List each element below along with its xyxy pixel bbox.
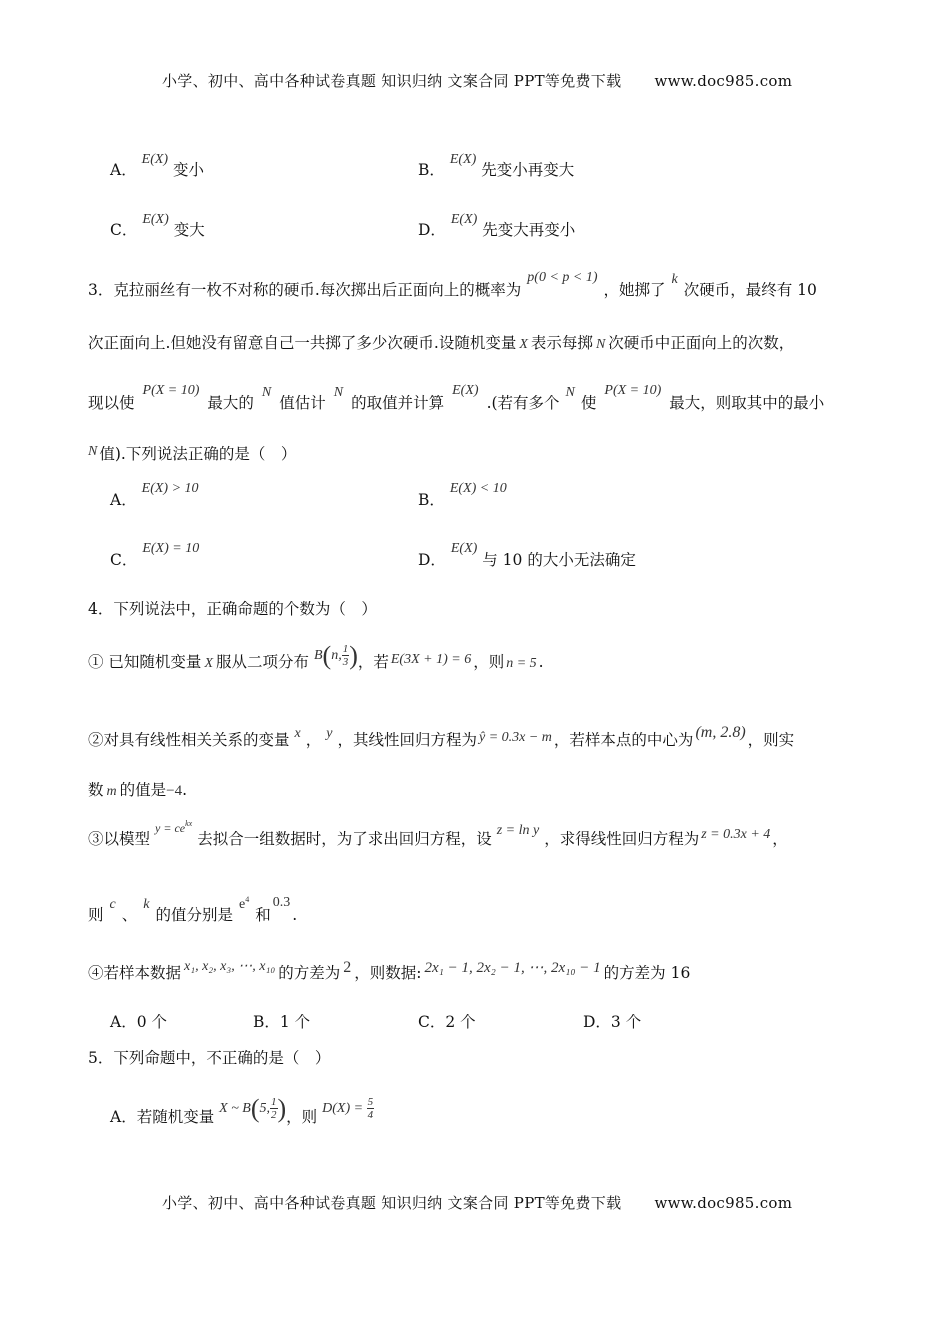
math: E(X) bbox=[142, 212, 169, 227]
q3-option-a: A． E(X) > 10 bbox=[110, 481, 199, 509]
math: E(X) bbox=[452, 383, 479, 398]
math: −4 bbox=[166, 783, 183, 799]
math: E(X) > 10 bbox=[141, 481, 199, 496]
math: m bbox=[106, 784, 117, 799]
q5-stem: 5．下列命题中，不正确的是（ ） bbox=[88, 1049, 331, 1067]
page-footer bbox=[162, 1192, 792, 1213]
q2-option-a: A． E(X) 变小 bbox=[110, 152, 205, 179]
math: E(X) bbox=[141, 152, 169, 167]
math: N bbox=[333, 385, 344, 400]
page-header bbox=[162, 70, 792, 91]
math: E(X) bbox=[449, 152, 477, 167]
q4-statement-2-cont: 数 m 的值是−4. bbox=[88, 781, 188, 799]
math: E(X) = 10 bbox=[142, 541, 200, 556]
q3-line-2: 次正面向上.但她没有留意自己一共掷了多少次硬币.设随机变量 X 表示每掷 N 次硬币中正面向上的次数， bbox=[88, 334, 795, 352]
q4-statement-1: ① 已知随机变量 X 服从二项分布 B(n, $\frac{1}{3}$ )，若 E(3X + 1) = 6 ，则 n = 5 . bbox=[88, 640, 544, 671]
q2-option-d: D． E(X) 先变大再变小 bbox=[418, 212, 576, 239]
q3-option-d: D． E(X) 与 10 的大小无法确定 bbox=[418, 541, 636, 569]
q2-option-c: C． E(X) 变大 bbox=[110, 212, 205, 239]
q3-line-1: 3．克拉丽丝有一枚不对称的硬币.每次掷出后正面向上的概率为p(0 < p < 1)，她掷了k次硬币，最终有 10 bbox=[88, 270, 817, 299]
math: N bbox=[595, 337, 606, 352]
q4-statement-3: ③以模型$^{y = ce^{kx}}$去拟合一组数据时，为了求出回归方程，设 z = ln y ，求得线性回归方程为 z = 0.3x + 4 ， bbox=[88, 819, 788, 848]
math: E(X) bbox=[450, 212, 478, 227]
math: P(X = 10) bbox=[604, 383, 662, 398]
math: N bbox=[565, 385, 575, 400]
math: N bbox=[261, 385, 272, 400]
math: 0.3 bbox=[272, 895, 291, 910]
math: ŷ = 0.3x − m bbox=[478, 730, 552, 745]
q5-option-a: A．若随机变量 X ~ B(5, $\frac{1}{2}$ )，则 D(X) = $\frac{5}{4}$ bbox=[110, 1093, 374, 1126]
header-url[interactable]: www.doc985.com bbox=[654, 72, 793, 90]
math: P(X = 10) bbox=[142, 383, 200, 398]
q4-statement-3-cont: 则c、k的值分别是$e^4$和0.3. bbox=[88, 895, 298, 924]
q4-stem: 4．下列说法中，正确命题的个数为（ ） bbox=[88, 600, 377, 618]
q4-option-b: B．1 个 bbox=[253, 1013, 311, 1031]
q3-line-3: 现以使P(X = 10)最大的N值估计N的取值并计算E(X).(若有多个N使P(X = 10)最大，则取其中的最小 bbox=[88, 383, 825, 412]
math: E(3X + 1) = 6 bbox=[390, 652, 472, 667]
math: $e^4$ bbox=[238, 895, 250, 912]
q4-option-c: C．2 个 bbox=[418, 1013, 476, 1031]
binomial-distribution: B(n, $\frac{1}{3}$ ) bbox=[313, 640, 358, 670]
q4-option-a: A．0 个 bbox=[110, 1013, 167, 1031]
math: X bbox=[519, 337, 528, 352]
q2-option-b: B． E(X) 先变小再变大 bbox=[418, 152, 575, 179]
math: y bbox=[326, 726, 333, 741]
math: X bbox=[204, 656, 213, 671]
q3-option-c: C． E(X) = 10 bbox=[110, 541, 200, 569]
math: E(X) bbox=[450, 541, 478, 556]
math: E(X) < 10 bbox=[449, 481, 507, 496]
math: 2 bbox=[343, 959, 352, 976]
variance-expression: D(X) = $\frac{5}{4}$ bbox=[322, 1096, 374, 1122]
math: p(0 < p < 1) bbox=[527, 270, 598, 285]
math: z = ln y bbox=[496, 823, 540, 838]
math: z = 0.3x + 4 bbox=[701, 827, 771, 842]
math: n = 5 bbox=[506, 656, 537, 671]
math: (m, 2.8) bbox=[695, 724, 746, 741]
math: c bbox=[109, 897, 116, 912]
footer-url[interactable]: www.doc985.com bbox=[654, 1194, 793, 1212]
binomial-distribution: X ~ B(5, $\frac{1}{2}$ ) bbox=[219, 1093, 287, 1123]
header-text: 小学、初中、高中各种试卷真题 知识归纳 文案合同 PPT等免费下载 bbox=[162, 72, 622, 90]
math: x₁, x₂, x₃, ⋯, x₁₀ bbox=[184, 959, 276, 974]
math: x bbox=[294, 726, 301, 741]
q4-statement-2: ②对具有线性相关关系的变量 x ， y ，其线性回归方程为 ŷ = 0.3x − m ，若样本点的中心为 (m, 2.8) ，则实 bbox=[88, 724, 795, 749]
q3-option-b: B． E(X) < 10 bbox=[418, 481, 507, 509]
footer-text: 小学、初中、高中各种试卷真题 知识归纳 文案合同 PPT等免费下载 bbox=[162, 1194, 622, 1212]
math: 2x₁ − 1, 2x₂ − 1, ⋯, 2x₁₀ − 1 bbox=[424, 960, 601, 976]
q4-option-d: D．3 个 bbox=[583, 1013, 642, 1031]
math: k bbox=[143, 897, 150, 912]
q3-line-4: N 值).下列说法正确的是（ ） bbox=[88, 444, 297, 463]
math: y = cekx bbox=[155, 819, 193, 835]
math: N bbox=[88, 444, 98, 459]
math: k bbox=[671, 272, 678, 287]
q4-statement-4: ④若样本数据 x₁, x₂, x₃, ⋯, x₁₀ 的方差为 2 ，则数据: 2x₁ − 1, 2x₂ − 1, ⋯, 2x₁₀ − 1 的方差为 16 bbox=[88, 959, 691, 982]
